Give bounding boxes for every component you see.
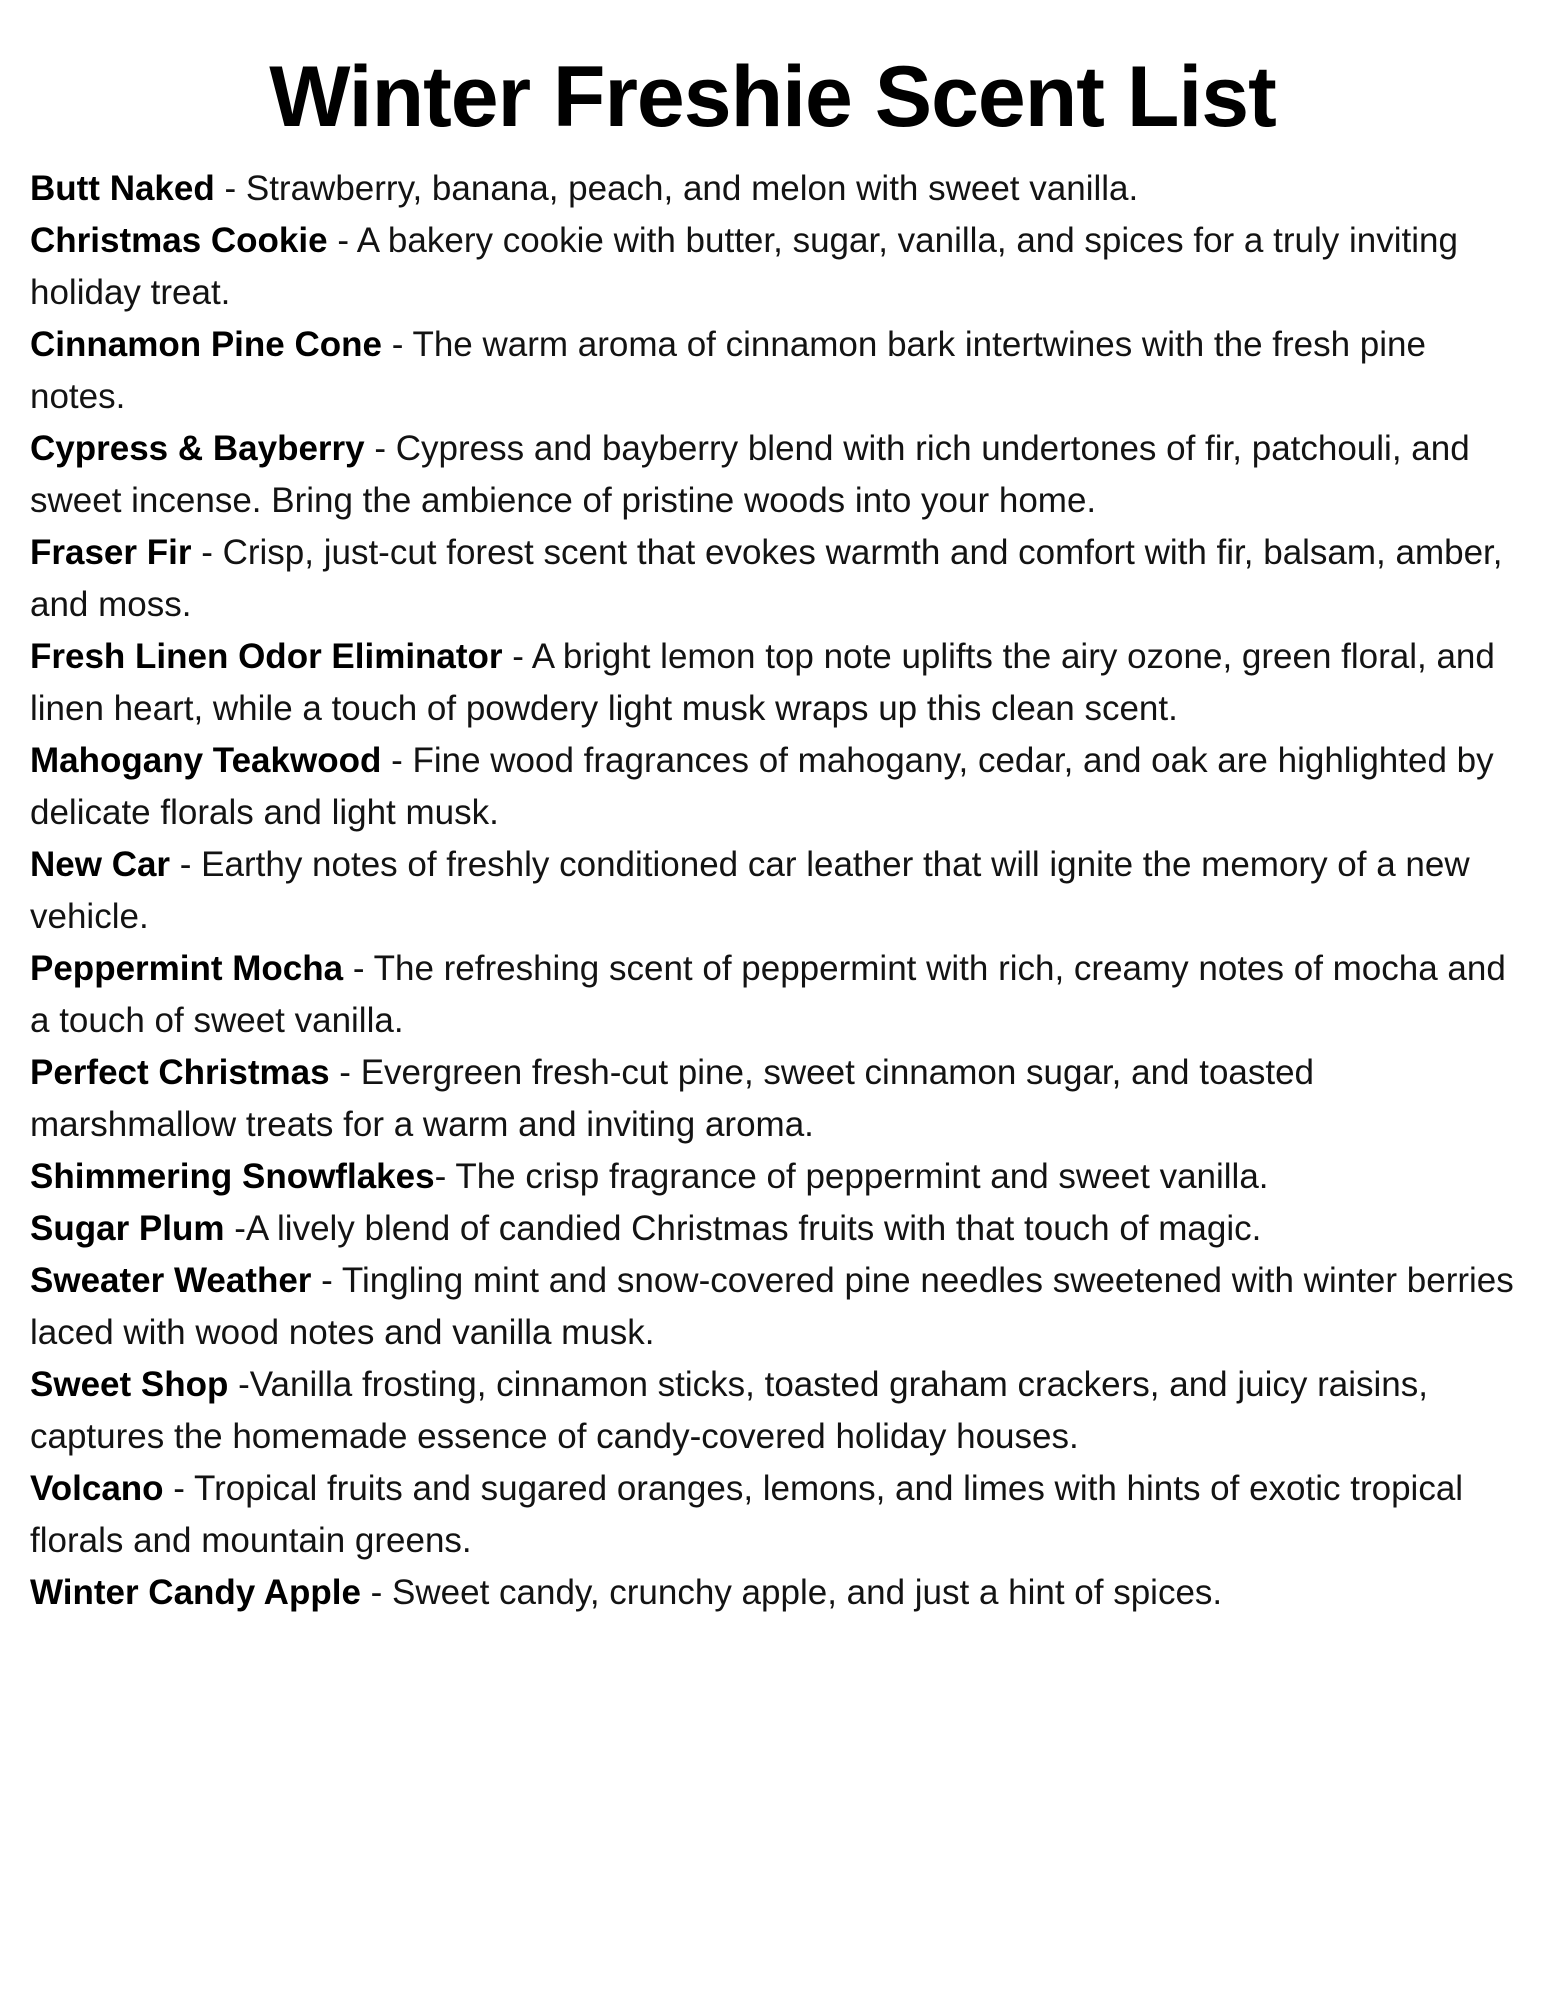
scent-name: Cypress & Bayberry — [30, 429, 365, 469]
scent-entry — [30, 1203, 1518, 1255]
scent-description: Earthy notes of freshly conditioned car leather that will ignite the memory of a new vehicle. — [30, 845, 1480, 937]
scent-name: New Car — [30, 845, 171, 885]
scent-description: A bakery cookie with butter, sugar, vanilla, and spices for a truly inviting holiday treat. — [30, 221, 1468, 313]
scent-description: Crisp, just-cut forest scent that evokes warmth and comfort with fir, balsam, amber, and moss. — [30, 533, 1513, 625]
scent-entry — [30, 163, 1518, 215]
scent-entry — [30, 1047, 1518, 1151]
scent-description: Strawberry, banana, peach, and melon with sweet vanilla. — [245, 169, 1139, 209]
scent-entry — [30, 423, 1518, 527]
scent-separator: - — [502, 637, 532, 677]
scent-description: A lively blend of candied Christmas fruits with that touch of magic. — [245, 1209, 1262, 1249]
scent-list — [30, 163, 1524, 1619]
scent-description: Tropical fruits and sugared oranges, lemons, and limes with hints of exotic tropical florals and mountain greens. — [30, 1469, 1473, 1561]
scent-entry — [30, 631, 1518, 735]
scent-entry — [30, 735, 1518, 839]
scent-description: A bright lemon top note uplifts the airy ozone, green floral, and linen heart, while a touch of powdery light musk wraps up this clean scent. — [30, 637, 1505, 729]
scent-entry — [30, 1567, 1518, 1619]
scent-name: Fraser Fir — [30, 533, 192, 573]
scent-name: Sweater Weather — [30, 1261, 312, 1301]
scent-name: Butt Naked — [30, 169, 215, 209]
scent-entry — [30, 527, 1518, 631]
scent-separator: - — [191, 533, 223, 573]
scent-separator: - — [434, 1157, 456, 1197]
scent-separator: - — [381, 741, 413, 781]
scent-description: Fine wood fragrances of mahogany, cedar, and oak are highlighted by delicate florals and light musk. — [30, 741, 1504, 833]
scent-name: Volcano — [30, 1469, 164, 1509]
scent-description: Tingling mint and snow-covered pine needles sweetened with winter berries laced with wood notes and vanilla musk. — [30, 1261, 1524, 1353]
scent-name: Fresh Linen Odor Eliminator — [30, 637, 503, 677]
scent-description: The warm aroma of cinnamon bark intertwines with the fresh pine notes. — [30, 325, 1436, 417]
page-title: Winter Freshie Scent List — [269, 49, 1276, 145]
scent-separator: - — [343, 949, 374, 989]
scent-entry — [30, 215, 1518, 319]
scent-separator: - — [329, 1053, 361, 1093]
scent-name: Sweet Shop — [30, 1365, 229, 1405]
scent-name: Shimmering Snowflakes — [30, 1157, 435, 1197]
scent-separator: - — [311, 1261, 342, 1301]
scent-name: Winter Candy Apple — [30, 1573, 361, 1613]
scent-entry — [30, 1255, 1524, 1359]
scent-description: Sweet candy, crunchy apple, and just a hint of spices. — [392, 1573, 1223, 1613]
scent-name: Perfect Christmas — [30, 1053, 330, 1093]
scent-entry — [30, 839, 1518, 943]
scent-separator: - — [228, 1365, 250, 1405]
scent-separator: - — [364, 429, 396, 469]
scent-name: Cinnamon Pine Cone — [30, 325, 382, 365]
scent-separator: - — [163, 1469, 195, 1509]
scent-name: Peppermint Mocha — [30, 949, 344, 989]
scent-description: Evergreen fresh-cut pine, sweet cinnamon sugar, and toasted marshmallow treats for a warm and inviting aroma. — [30, 1053, 1324, 1145]
scent-entry — [30, 1463, 1518, 1567]
scent-description: The refreshing scent of peppermint with rich, creamy notes of mocha and a touch of sweet vanilla. — [30, 949, 1516, 1041]
scent-description: Cypress and bayberry blend with rich undertones of fir, patchouli, and sweet incense. Bring the ambience of pristine woods into your home. — [30, 429, 1480, 521]
scent-description: The crisp fragrance of peppermint and sweet vanilla. — [455, 1157, 1269, 1197]
scent-separator: - — [170, 845, 202, 885]
scent-separator: - — [224, 1209, 246, 1249]
scent-entry — [30, 943, 1518, 1047]
scent-description: Vanilla frosting, cinnamon sticks, toasted graham crackers, and juicy raisins, captures the homemade essence of candy-covered holiday houses. — [30, 1365, 1438, 1457]
scent-entry — [30, 319, 1518, 423]
scent-entry — [30, 1151, 1518, 1203]
scent-entry — [30, 1359, 1518, 1463]
scent-separator: - — [360, 1573, 393, 1613]
scent-separator: - — [214, 169, 246, 209]
scent-separator: - — [381, 325, 413, 365]
scent-name: Christmas Cookie — [30, 221, 328, 261]
scent-name: Sugar Plum — [30, 1209, 225, 1249]
scent-separator: - — [327, 221, 357, 261]
scent-name: Mahogany Teakwood — [30, 741, 382, 781]
